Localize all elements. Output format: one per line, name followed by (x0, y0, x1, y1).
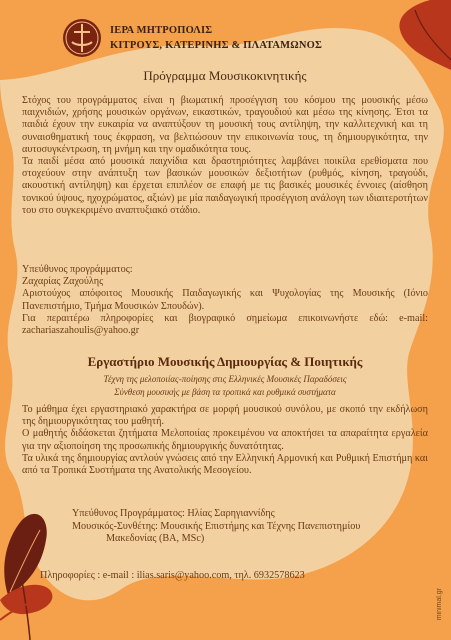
section2-paragraph-1: Το μάθημα έχει εργαστηριακό χαρακτήρα σε μορφή μουσικού συνόλου, με σκοπό την εκδήλωση της δημιουργικότητας του μαθητή. (22, 404, 428, 428)
credit-watermark: minimal.gr (436, 587, 443, 620)
section1-contact-block (22, 264, 428, 337)
leaf-bottom-left-icon (4, 514, 46, 595)
section2-info-line: Πληροφορίες : e-mail : ilias.saris@yahoo.com, τηλ. 6932578623 (40, 570, 305, 581)
org-line-2: ΚΙΤΡΟΥΣ, ΚΑΤΕΡΙΝΗΣ & ΠΛΑΤΑΜΩΝΟΣ (110, 40, 323, 51)
organization-name (110, 23, 322, 53)
section1-responsible-name: Ζαχαρίας Ζαχούλης (22, 276, 104, 288)
header (62, 14, 322, 62)
section2-responsible-line: Υπεύθυνος Προγράμματος: Ηλίας Σαρηγιαννίδης (72, 508, 275, 519)
section1-responsible-label: Υπεύθυνος προγράμματος: (22, 264, 133, 275)
section2-responsible-block (72, 508, 422, 546)
section2-subtitle-1: Τέχνη της μελοποιίας-ποίησης στις Ελληνικές Μουσικές Παραδόσεις (103, 374, 347, 384)
section2-paragraph-3: Τα υλικά της δημιουργίας αντλούν γνώσεις από την Ελληνική Αρμονική και Ρυθμική Επιστήμη και από τα Τροπικά Συστήματα της Ανατολικής Μεσογείου. (22, 452, 428, 477)
section1-title: Πρόγραμμα Μουσικοκινητικής (143, 68, 307, 83)
org-line-1: ΙΕΡΑ ΜΗΤΡΟΠΟΛΙΣ (110, 25, 213, 36)
metropolis-logo-icon (62, 18, 102, 58)
section1-body (22, 95, 428, 217)
section1-paragraph-2: Τα παιδί μέσα από μουσικά παιχνίδια και δραστηριότητες λαμβάνει ποικίλα ερεθίσματα που στοχεύουν στην ανάπτυξη των βασικών μουσικών δεξιοτήτων (ρυθμός, κίνηση, τραγούδι, ακουστική αντίληψη) και έρχεται επιπλέον σε επαφή με τις βασικές μουσικές έννοιες (αίσθηση τονικού ύψους, ηχοχρώματος, αξιών) με μία παιδαγωγική προσέγγιση ανάλογη των ιδιαιτεροτήτων του στο συγκεκριμένο αναπτυξιακό στάδιο. (22, 156, 428, 216)
section2-paragraph-2: Ο μαθητής διδάσκεται ζητήματα Μελοποιίας προκειμένου να αποκτήσει τα απαραίτητα εργαλεία για την αξιοποίηση της προσωπικής δημιουργικής δυνατότητας. (22, 428, 428, 452)
section1-paragraph-1: Στόχος του προγράμματος είναι η βιωματική προσέγγιση του κόσμου της μουσικής μέσω παιχνιδιών, χρήσης μουσικών οργάνων, εικαστικών, τραγουδιού και μέσω της κίνησης. Έτσι τα παιδιά έχουν την ευκαιρία να αναπτύξουν τη μουσική τους αντίληψη, την καλλιτεχνική και τη συναισθηματική τους έκφραση, να βελτιώσουν την επικοινωνία τους, τη δημιουργικότητα, την αυτοσυγκέντρωση, τη μνήμη και την ομαδικότητα τους. (22, 95, 428, 155)
section2-responsible-desc-1: Μουσικός-Συνθέτης: Μουσικής Επιστήμης και Τέχνης Πανεπιστημίου (72, 520, 361, 532)
section2-responsible-desc-2: Μακεδονίας (ΒΑ, MSc) (106, 533, 205, 544)
section1-contact-info: Για περαιτέρω πληροφορίες και βιογραφικό σημείωμα επικοινωνήστε εδώ: e-mail: zachariaszahoulis@yahoo.gr (22, 312, 428, 337)
section1-responsible-desc: Αριστούχος απόφοιτος Μουσικής Παιδαγωγικής και Ψυχολογίας της Μουσικής (Ιόνιο Πανεπιστήμιο, Τμήμα Μουσικών Σπουδών). (22, 288, 428, 312)
section2-body (22, 404, 428, 477)
section2-title: Εργαστήριο Μουσικής Δημιουργίας & Ποιητικής (87, 354, 363, 369)
section2-subtitle-2: Σύνθεση μουσικής με βάση τα τροπικά και ρυθμικά συστήματα (114, 387, 336, 397)
